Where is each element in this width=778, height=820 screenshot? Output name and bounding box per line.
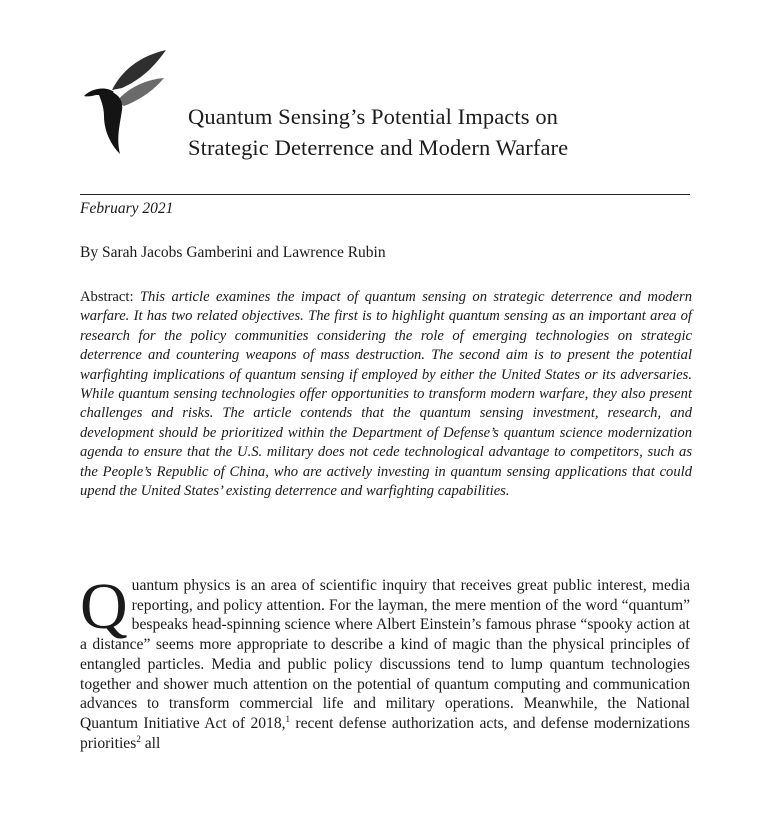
bird-f-logo-icon [82, 44, 174, 156]
header-divider [80, 194, 690, 195]
drop-cap: Q [80, 570, 128, 643]
footnote-ref-2[interactable]: 2 [136, 733, 141, 744]
article-text-3: all [140, 734, 161, 752]
title-line-2: Strategic Deterrence and Modern Warfare [188, 135, 569, 160]
article-text-1: uantum physics is an area of scientific inquiry that receives great public interest, media reporting, and policy attention. For the layman, the mere mention of the word “quantum” bespeaks head-spinning science where Albert Einstein’s famous phrase “spooky action at a distance” seems more appropriate to describe a kind of magic than the physical principles of entangled particles. Media and public policy discussions tend to lump quantum technologies together and shower much attention on the potential of quantum computing and communication advances to transform commercial life and military operations. Meanwhile, the National Quantum Initiative Act of 2018, [80, 577, 690, 732]
article-text-2: recent defense authorization acts, and defense modernizations priorities [80, 714, 690, 752]
publication-date: February 2021 [80, 200, 174, 217]
logo-body [98, 91, 122, 154]
abstract-label: Abstract: [80, 289, 134, 305]
article-title [188, 101, 568, 163]
publisher-logo [82, 44, 174, 156]
footnote-ref-1[interactable]: 1 [285, 713, 291, 724]
article-body [80, 570, 690, 753]
abstract-paragraph [80, 288, 692, 501]
author-byline: By Sarah Jacobs Gamberini and Lawrence Rubin [80, 244, 386, 261]
abstract-text: This article examines the impact of quantum sensing on strategic deterrence and modern warfare. It has two related objectives. The first is to highlight quantum sensing as an important area of research for the policy communities considering the role of emerging technologies on strategic deterrence and countering weapons of mass destruction. The second aim is to present the potential warfighting implications of quantum sensing if employed by either the United States or its adversaries. While quantum sensing technologies offer opportunities to transform modern warfare, they also present challenges and risks. The article contends that the quantum sensing investment, research, and development should be prioritized within the Department of Defense’s quantum science modernization agenda to ensure that the U.S. military does not cede technological advantage to competitors, such as the People’s Republic of China, who are actively investing in quantum sensing applications that could upend the United States’ existing deterrence and warfighting capabilities. [80, 289, 692, 500]
title-line-1: Quantum Sensing’s Potential Impacts on [188, 104, 559, 129]
